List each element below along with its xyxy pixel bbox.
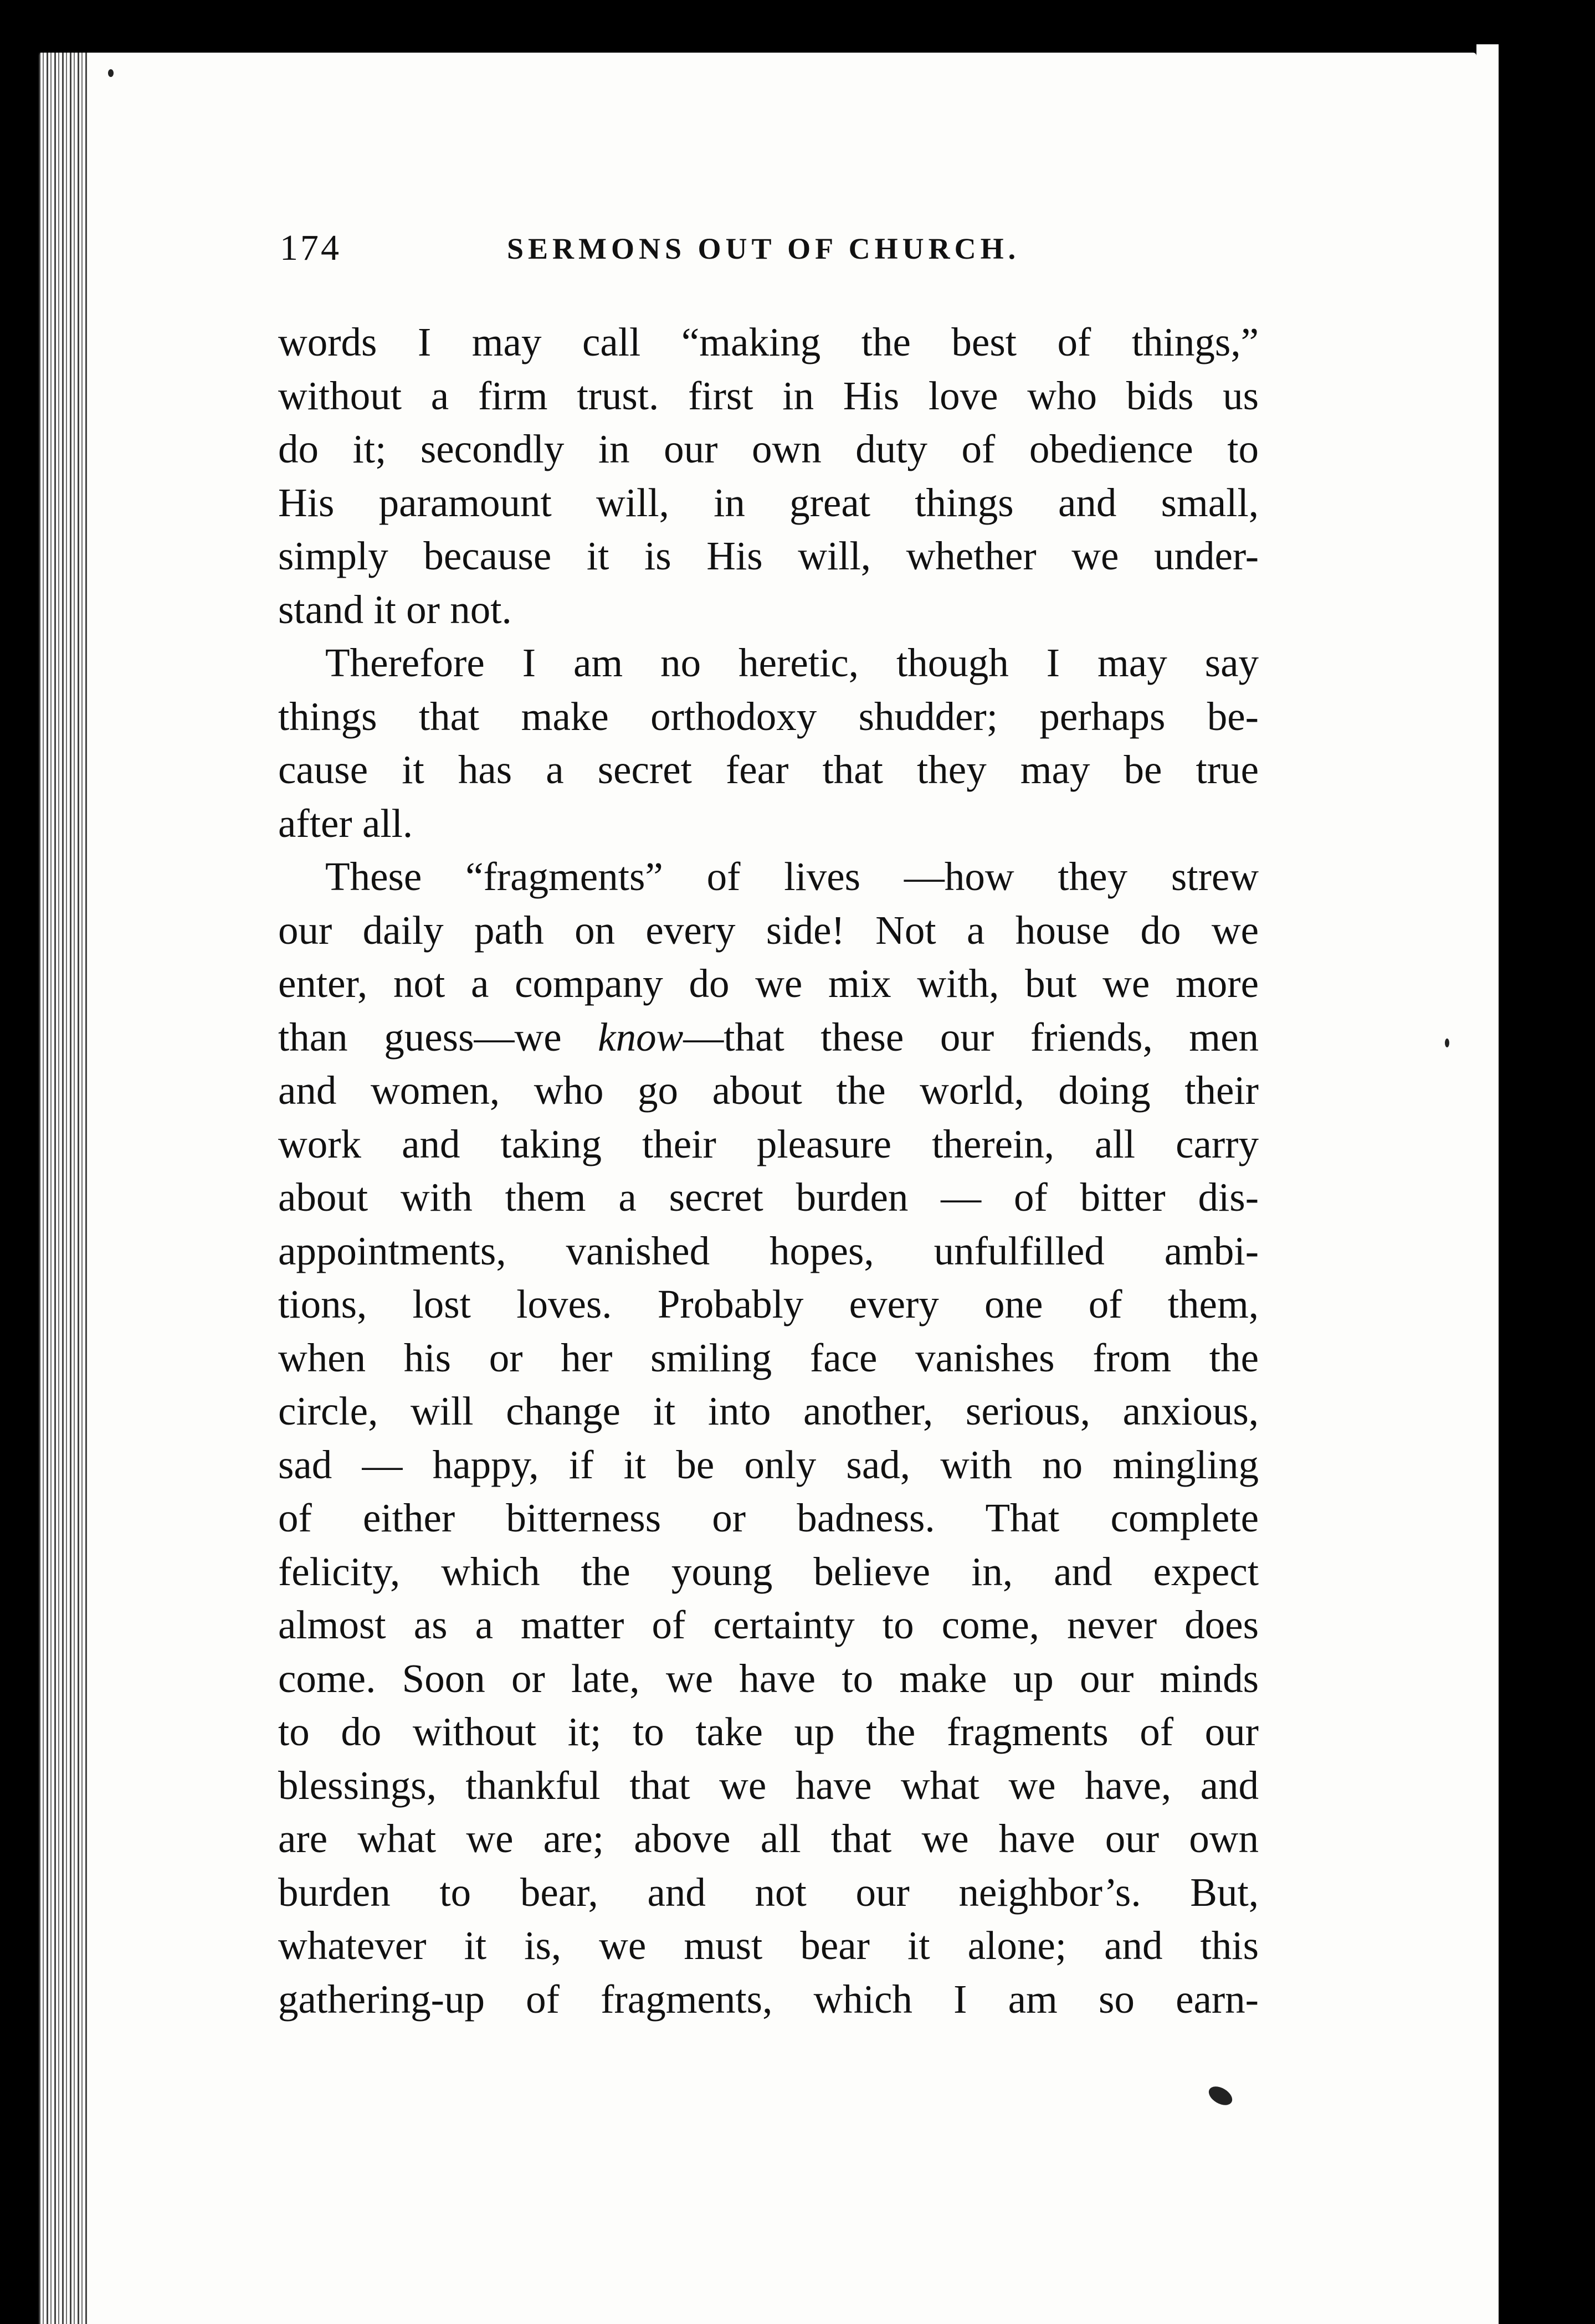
text-line: blessings, thankful that we have what we have, and: [278, 1762, 1259, 1808]
text-line: to do without it; to take up the fragments of our: [278, 1709, 1259, 1754]
text-line: words I may call “making the best of things,”: [278, 320, 1259, 364]
text-line: gathering-up of fragments, which I am so earn-: [278, 1976, 1259, 2022]
body-text: [278, 316, 1259, 2026]
text-line: These “fragments” of lives —how they strew: [325, 854, 1259, 899]
text-line: His paramount will, in great things and small,: [278, 480, 1259, 525]
scan-speck: [108, 69, 114, 77]
text-line: do it; secondly in our own duty of obedience to: [278, 426, 1259, 471]
text-line: of either bitterness or badness. That complete: [278, 1495, 1259, 1540]
text-line: cause it has a secret fear that they may be true: [278, 747, 1259, 792]
binding-edge: [39, 53, 89, 2324]
page-number: 174: [280, 228, 341, 268]
text-line: enter, not a company do we mix with, but we more: [278, 961, 1259, 1006]
text-line: [278, 1011, 1259, 1065]
text-line: without a firm trust. first in His love who bids us: [278, 373, 1259, 418]
text-line: appointments, vanished hopes, unfulfilled ambi-: [278, 1228, 1259, 1273]
page-header: [280, 227, 1266, 277]
text-line: circle, will change it into another, serious, anxious,: [278, 1389, 1259, 1433]
text-line: Therefore I am no heretic, though I may say: [325, 640, 1259, 685]
text-fragment: than guess—we: [278, 1014, 598, 1060]
text-line: after all.: [278, 800, 413, 846]
text-line: felicity, which the young believe in, and expect: [278, 1549, 1259, 1594]
italic-word: know: [598, 1014, 684, 1060]
text-line: simply because it is His will, whether we under-: [278, 533, 1259, 578]
text-line: are what we are; above all that we have our own: [278, 1816, 1259, 1861]
text-line: our daily path on every side! Not a house do we: [278, 907, 1259, 953]
text-line: burden to bear, and not our neighbor’s. But,: [278, 1869, 1259, 1915]
scan-speck: [1445, 1038, 1449, 1047]
text-line: stand it or not.: [278, 587, 512, 632]
text-line: tions, lost loves. Probably every one of them,: [278, 1282, 1259, 1326]
right-page-edge: [1476, 44, 1499, 2324]
text-line: almost as a matter of certainty to come, never does: [278, 1602, 1259, 1647]
text-line: when his or her smiling face vanishes from the: [278, 1335, 1259, 1380]
text-line: whatever it is, we must bear it alone; and this: [278, 1923, 1259, 1968]
text-line: and women, who go about the world, doing their: [278, 1068, 1259, 1113]
text-line: come. Soon or late, we have to make up our minds: [278, 1655, 1259, 1701]
text-line: work and taking their pleasure therein, all carry: [278, 1121, 1259, 1166]
text-line: things that make orthodoxy shudder; perhaps be-: [278, 693, 1259, 739]
text-line: about with them a secret burden — of bitter dis-: [278, 1175, 1259, 1220]
text-fragment: —that these our friends, men: [683, 1014, 1259, 1060]
text-line: sad — happy, if it be only sad, with no mingling: [278, 1442, 1259, 1487]
running-head: SERMONS OUT OF CHURCH.: [507, 232, 1020, 265]
